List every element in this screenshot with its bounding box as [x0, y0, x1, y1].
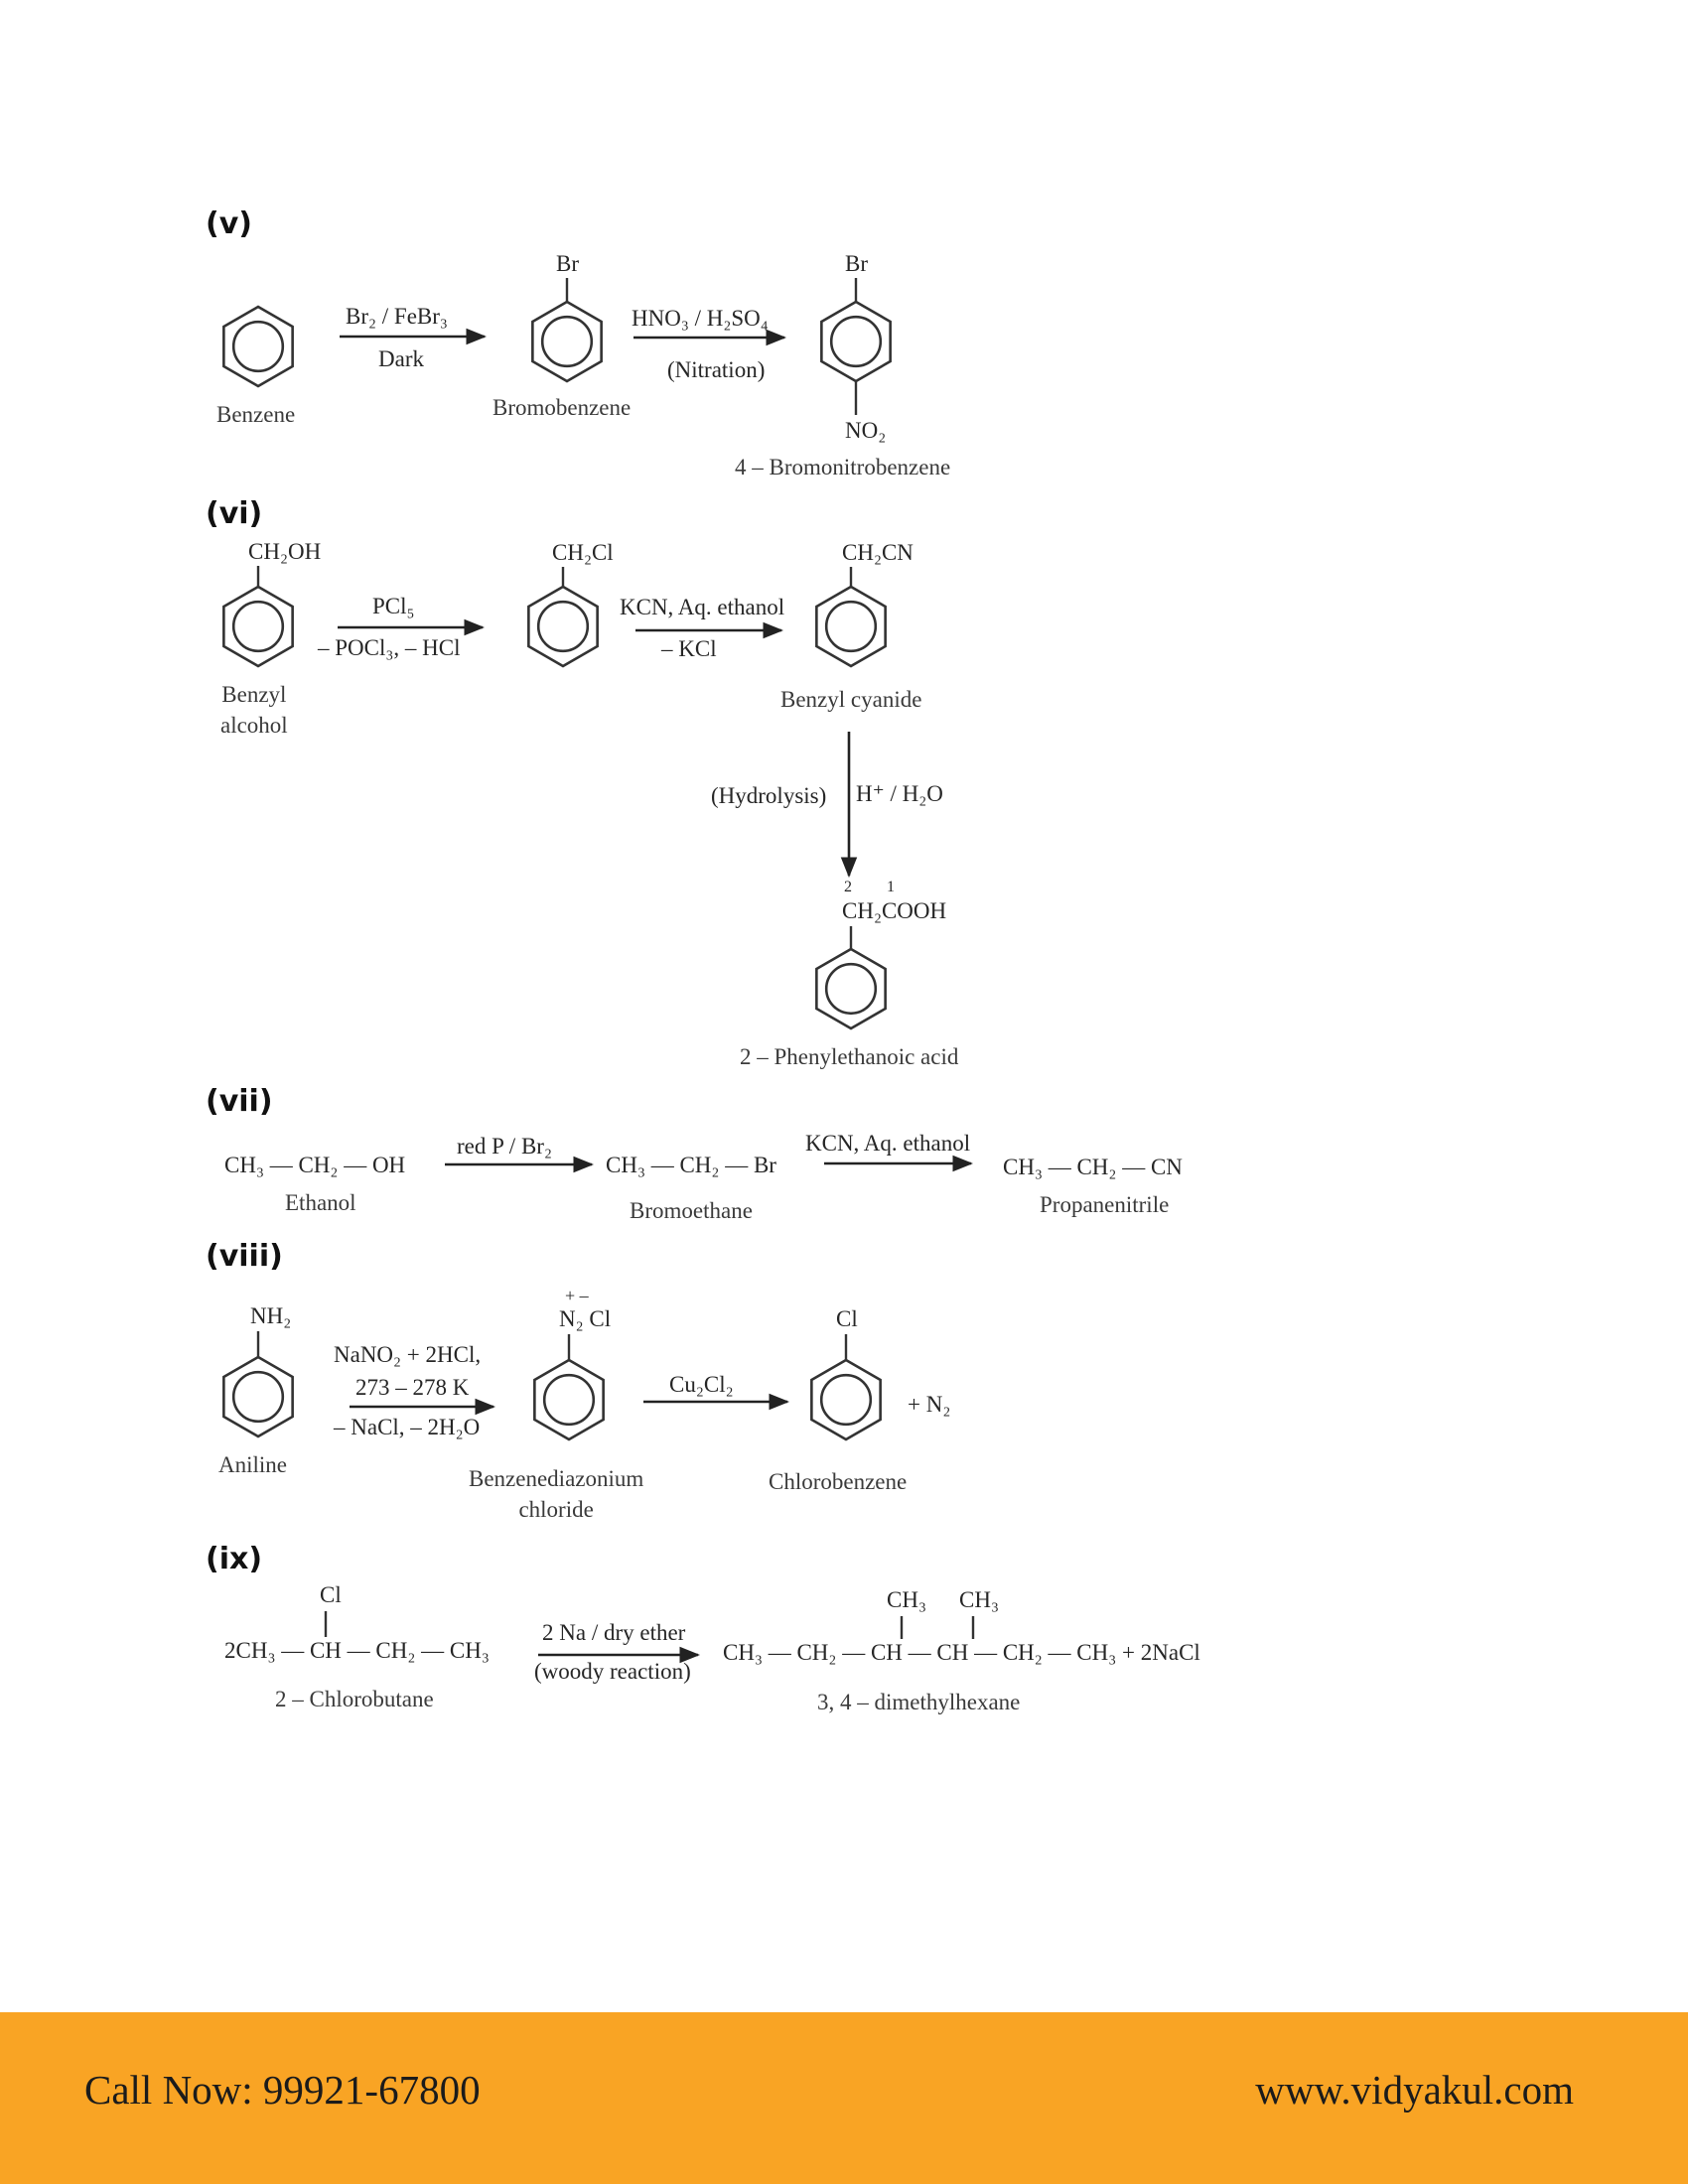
- substituent-label: CH₂OH: [248, 539, 322, 564]
- reagent-label: Br₂ / FeBr₃: [346, 304, 448, 329]
- compound-name: Bromobenzene: [492, 395, 632, 420]
- substituent-label: NH₂: [250, 1303, 292, 1328]
- aromatic-circle: [233, 602, 283, 651]
- compound-name: Aniline: [218, 1452, 287, 1477]
- condition-label: – KCl: [661, 636, 717, 661]
- substituent-label: Cl: [836, 1306, 858, 1331]
- website-link[interactable]: www.vidyakul.com: [1255, 2067, 1574, 2113]
- locant-label: 2: [844, 879, 852, 895]
- compound-name: Ethanol: [285, 1190, 356, 1215]
- aromatic-circle: [538, 602, 588, 651]
- substituent-label: CH₃: [887, 1587, 926, 1612]
- footer-bar: [0, 2012, 1688, 2184]
- compound-name-line: chloride: [518, 1497, 594, 1523]
- compound-name-line: Benzyl: [221, 682, 287, 707]
- aromatic-circle: [544, 1375, 594, 1425]
- br-substituent: Br: [556, 251, 579, 276]
- section-label-viii: (viii): [206, 1239, 283, 1274]
- substituent-label: CH₂COOH: [842, 898, 947, 923]
- condition-label: (Nitration): [667, 357, 766, 382]
- condition-label: Dark: [378, 346, 424, 371]
- reagent-label: 273 – 278 K: [355, 1375, 470, 1400]
- compound-name: Bromoethane: [630, 1198, 753, 1223]
- aromatic-circle: [542, 317, 592, 366]
- reagent-label: H⁺ / H₂O: [856, 781, 943, 806]
- formula: CH₃ — CH₂ — OH: [224, 1153, 406, 1177]
- reagent-label: HNO₃ / H₂SO₄: [632, 306, 769, 331]
- nitro-substituent: NO₂: [845, 418, 887, 443]
- formula: CH₃ — CH₂ — CN: [1003, 1155, 1183, 1179]
- call-now-text[interactable]: Call Now: 99921-67800: [84, 2067, 481, 2113]
- formula: 2CH₃ — CH — CH₂ — CH₃: [224, 1638, 490, 1663]
- reagent-label: Cu₂Cl₂: [669, 1372, 734, 1397]
- compound-name: Propanenitrile: [1040, 1192, 1170, 1217]
- aromatic-circle: [826, 964, 876, 1014]
- reagent-label: KCN, Aq. ethanol: [620, 595, 785, 619]
- locant-label: 1: [887, 879, 895, 895]
- condition-label: (woody reaction): [534, 1659, 691, 1684]
- condition-label: (Hydrolysis): [711, 783, 827, 808]
- section-label-vi: (vi): [206, 496, 263, 531]
- compound-name: 2 – Phenylethanoic acid: [740, 1044, 959, 1069]
- reagent-label: 2 Na / dry ether: [542, 1620, 686, 1645]
- substituent-label: Cl: [320, 1582, 342, 1607]
- reagent-label: red P / Br₂: [457, 1134, 552, 1159]
- charge-label: + –: [565, 1286, 589, 1305]
- reagent-label: PCl₅: [372, 594, 415, 618]
- byproduct-label: + N₂: [908, 1392, 951, 1417]
- compound-name: Chlorobenzene: [769, 1469, 908, 1494]
- compound-name: Benzyl cyanide: [780, 687, 922, 712]
- aromatic-circle: [821, 1375, 871, 1425]
- section-label-v: (v): [206, 206, 252, 241]
- formula: CH₃ — CH₂ — Br: [606, 1153, 776, 1177]
- br-substituent: Br: [845, 251, 868, 276]
- substituent-label: N₂ Cl: [559, 1306, 612, 1331]
- compound-name: 3, 4 – dimethylhexane: [817, 1690, 1021, 1714]
- aromatic-circle: [826, 602, 876, 651]
- substituent-label: CH₂Cl: [552, 540, 614, 565]
- formula: CH₃ — CH₂ — CH — CH — CH₂ — CH₃ + 2NaCl: [723, 1640, 1200, 1665]
- section-label-vii: (vii): [206, 1084, 273, 1119]
- reagent-label: NaNO₂ + 2HCl,: [334, 1342, 482, 1367]
- reagent-label: – POCl₃, – HCl: [318, 635, 461, 660]
- aromatic-circle: [831, 317, 881, 366]
- aromatic-circle: [233, 322, 283, 371]
- aromatic-circle: [233, 1372, 283, 1422]
- reagent-label: KCN, Aq. ethanol: [805, 1131, 971, 1156]
- compound-name-line: alcohol: [220, 713, 288, 739]
- compound-name: 4 – Bromonitrobenzene: [735, 455, 951, 479]
- reagent-label: – NaCl, – 2H₂O: [334, 1415, 481, 1439]
- compound-name: 2 – Chlorobutane: [275, 1687, 434, 1711]
- substituent-label: CH₂CN: [842, 540, 914, 565]
- substituent-label: CH₃: [959, 1587, 999, 1612]
- section-label-ix: (ix): [206, 1542, 263, 1576]
- compound-name: Benzene: [216, 402, 296, 427]
- compound-name-line: Benzenediazonium: [469, 1466, 644, 1491]
